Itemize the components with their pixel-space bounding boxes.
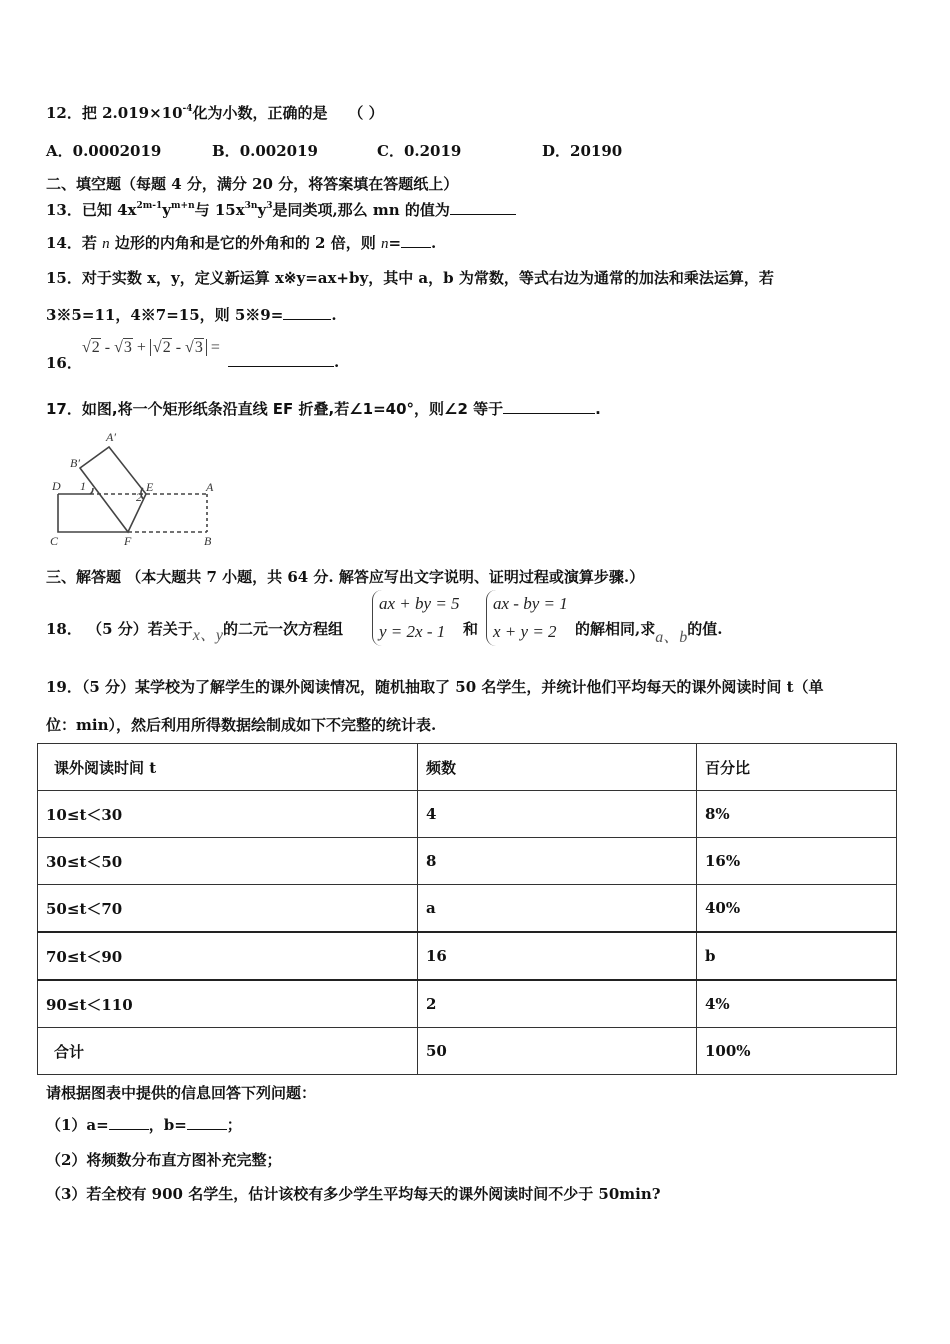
answer-blank-a[interactable]	[109, 1115, 149, 1130]
option-value: 0.2019	[403, 142, 462, 160]
table-cell: 16	[418, 932, 697, 980]
text: （5 分）某学校为了解学生的课外阅读情况，随机抽取了 50 名学生，并统计他们平均每天的课外阅读时间 t（单	[81, 678, 824, 696]
text: （1）a=	[46, 1116, 109, 1134]
question-number: 17．	[46, 400, 82, 418]
variables: x、y	[192, 627, 223, 644]
table-header: 频数	[418, 744, 697, 791]
label-a: A	[206, 480, 214, 494]
q19-sub-3: （3）若全校有 900 名学生，估计该校有多少学生平均每天的课外阅读时间不少于 50min?	[46, 1185, 661, 1203]
question-15-line2	[46, 304, 337, 325]
answer-blank[interactable]	[503, 399, 595, 414]
option-c	[377, 140, 461, 161]
option-d	[542, 140, 622, 161]
q18-tail	[575, 618, 722, 647]
question-number: 13．	[46, 201, 82, 219]
text: y	[162, 201, 171, 219]
text: y	[257, 201, 267, 219]
text: .	[595, 400, 601, 418]
text: 已知 4x	[81, 201, 137, 219]
text: 是同类项,那么 mn 的值为	[272, 201, 450, 219]
q12-text-after: 化为小数，正确的是	[192, 104, 328, 122]
question-15-line1	[46, 267, 774, 288]
table-cell: 16%	[697, 838, 897, 885]
text: ，b=	[148, 1116, 187, 1134]
exponent: -4	[182, 104, 193, 114]
table-cell: b	[697, 932, 897, 980]
equation: x + y = 2	[493, 622, 557, 641]
exponent: 3n	[244, 201, 258, 211]
text: .	[334, 353, 340, 371]
question-19-line2: 位：min），然后利用所得数据绘制成如下不完整的统计表.	[46, 716, 437, 734]
variables: a、b	[655, 629, 688, 646]
table-cell: 合计	[38, 1028, 418, 1075]
exponent: m+n	[171, 201, 195, 211]
table-header: 百分比	[697, 744, 897, 791]
label-d: D	[52, 479, 61, 493]
section-2-heading: 二、填空题（每题 4 分，满分 20 分，将答案填在答题纸上）	[46, 175, 459, 193]
text: ；	[226, 1116, 242, 1134]
label-c: C	[50, 534, 59, 548]
question-number: 12．	[46, 104, 82, 122]
table-row	[38, 885, 897, 933]
option-label: A．	[46, 142, 73, 160]
q19-sub-2: （2）将频数分布直方图补充完整；	[46, 1151, 282, 1169]
text: （5 分）若关于	[87, 620, 193, 638]
q19-sub-1	[46, 1114, 242, 1135]
reading-time-table	[37, 743, 897, 1075]
question-14	[46, 232, 436, 253]
table-cell: 100%	[697, 1028, 897, 1075]
table-row	[38, 980, 897, 1028]
table-cell: 4%	[697, 980, 897, 1028]
text: 边形的内角和是它的外角和的 2 倍，则	[109, 234, 381, 252]
text: 如图,将一个矩形纸条沿直线 EF 折叠,若∠1=40°，则∠2 等于	[81, 400, 504, 418]
option-a	[46, 140, 161, 161]
table-cell: 2	[418, 980, 697, 1028]
option-label: C．	[377, 142, 404, 160]
table-row	[38, 791, 897, 838]
table-cell: 70≤t＜90	[38, 932, 418, 980]
label-b: B	[204, 534, 212, 548]
equation: ax + by = 5	[379, 594, 460, 613]
table-cell: a	[418, 885, 697, 933]
table-cell: 90≤t＜110	[38, 980, 418, 1028]
table-cell: 10≤t＜30	[38, 791, 418, 838]
text: .	[431, 234, 437, 252]
q19-prompt: 请根据图表中提供的信息回答下列问题：	[46, 1084, 317, 1102]
q12-text: 把 2.019×10	[81, 104, 183, 122]
question-18	[46, 618, 343, 645]
label-f: F	[124, 534, 132, 548]
question-number: 15．	[46, 269, 82, 287]
text: 3※5=11，4※7=15，则 5※9=	[46, 306, 284, 324]
table-cell: 50≤t＜70	[38, 885, 418, 933]
option-label: B．	[212, 142, 240, 160]
text: 若	[81, 234, 103, 252]
section-3-heading: 三、解答题 （本大题共 7 小题，共 64 分. 解答应写出文字说明、证明过程或演算步骤.）	[46, 568, 645, 586]
text: =	[388, 234, 402, 252]
table-cell: 8%	[697, 791, 897, 838]
equation-system-2	[486, 590, 568, 646]
table-row-total	[38, 1028, 897, 1075]
answer-blank[interactable]	[401, 233, 431, 248]
option-value: 0.0002019	[72, 142, 162, 160]
question-19-line1	[46, 676, 824, 697]
variable: n	[102, 236, 110, 252]
table-cell: 4	[418, 791, 697, 838]
question-number: 18．	[46, 620, 82, 638]
answer-blank[interactable]	[283, 305, 331, 320]
table-row	[38, 838, 897, 885]
table-cell: 8	[418, 838, 697, 885]
q16-answer	[228, 352, 339, 371]
text: 的解相同,求	[575, 620, 656, 638]
table-header-row	[38, 744, 897, 791]
question-13	[46, 199, 516, 220]
answer-blank[interactable]	[450, 200, 516, 215]
table-cell: 30≤t＜50	[38, 838, 418, 885]
answer-paren: （ ）	[348, 104, 384, 122]
option-value: 0.002019	[239, 142, 318, 160]
math-expression: √2 - √3 + √2 - √3 =	[82, 339, 220, 356]
exponent: 3	[266, 201, 273, 211]
equation: y = 2x - 1	[379, 622, 446, 641]
label-angle-1: 1	[80, 479, 86, 493]
label-e: E	[146, 480, 154, 494]
table-header: 课外阅读时间 t	[38, 744, 418, 791]
text-and: 和	[463, 620, 479, 638]
table-cell: 40%	[697, 885, 897, 933]
option-value: 20190	[570, 142, 623, 160]
question-number: 14．	[46, 234, 82, 252]
question-12	[46, 102, 384, 123]
exponent: 2m-1	[136, 201, 163, 211]
answer-blank-b[interactable]	[187, 1115, 227, 1130]
question-number: 16．	[46, 354, 82, 372]
table-cell: 50	[418, 1028, 697, 1075]
text: 与 15x	[194, 201, 245, 219]
label-angle-2: 2	[136, 490, 142, 504]
option-label: D．	[542, 142, 571, 160]
question-16	[46, 352, 82, 373]
variable: n	[380, 236, 389, 252]
text: 对于实数 x，y，定义新运算 x※y=ax+by，其中 a，b 为常数，等式右边为通常的加法和乘法运算，若	[81, 269, 774, 287]
text: 的值.	[687, 620, 723, 638]
table-row	[38, 932, 897, 980]
equation: ax - by = 1	[493, 594, 568, 613]
question-17	[46, 398, 601, 419]
answer-blank[interactable]	[228, 352, 334, 367]
option-b	[212, 140, 318, 161]
question-number: 19．	[46, 678, 82, 696]
label-a-prime: A′	[106, 430, 116, 444]
text: .	[331, 306, 337, 324]
label-b-prime: B′	[70, 456, 80, 470]
folded-rectangle-figure	[40, 425, 240, 555]
equation-system-1	[372, 590, 460, 646]
text: 的二元一次方程组	[223, 620, 344, 638]
